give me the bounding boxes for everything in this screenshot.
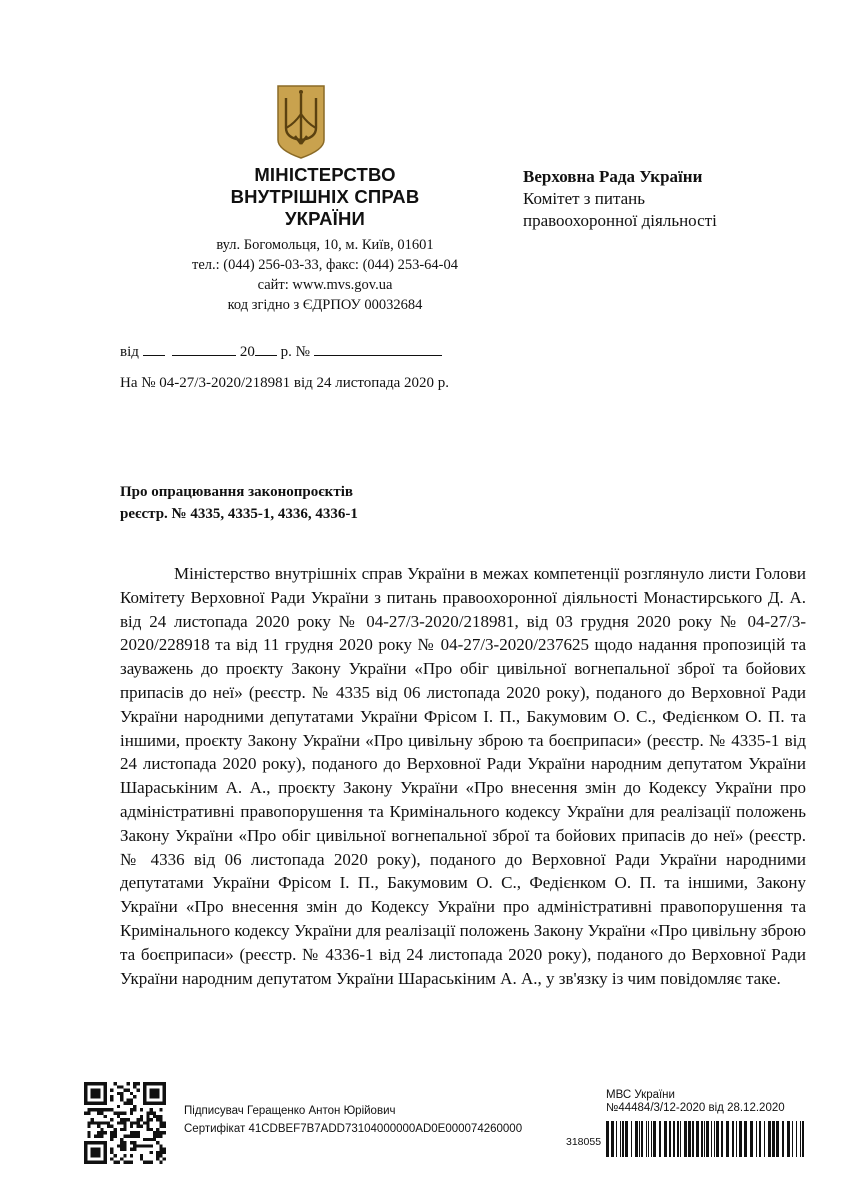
ministry-line-3: УКРАЇНИ xyxy=(284,208,366,229)
qr-code-icon xyxy=(84,1082,166,1164)
addressee-block xyxy=(523,166,717,232)
subject-line-2: реєстр. № 4335, 4335-1, 4336, 4336-1 xyxy=(120,506,358,522)
signer-name: Підписувач Геращенко Антон Юрійович xyxy=(184,1105,396,1117)
year-blank xyxy=(255,341,277,356)
barcode-icon xyxy=(606,1121,806,1157)
ministry-line-2: ВНУТРІШНІХ СПРАВ xyxy=(230,186,420,207)
address: вул. Богомольця, 10, м. Київ, 01601 xyxy=(216,237,434,253)
month-blank xyxy=(172,341,236,356)
trident-icon xyxy=(276,84,326,160)
ministry-line-1: МІНІСТЕРСТВО xyxy=(254,164,396,185)
registration-stamp xyxy=(606,1089,785,1115)
addressee-line-2: Комітет з питань xyxy=(523,189,645,208)
phone: тел.: (044) 256-03-33, факс: (044) 253-64-04 xyxy=(191,257,459,273)
addressee-line-1: Верховна Рада України xyxy=(523,167,703,186)
year-prefix: 20 xyxy=(239,344,255,360)
barcode-number: 318055 xyxy=(566,1136,602,1148)
outgoing-reference xyxy=(120,341,442,361)
ministry-name xyxy=(150,164,500,230)
ministry-contacts xyxy=(150,235,500,315)
registration-number: №44484/3/12-2020 від 28.12.2020 xyxy=(606,1102,785,1114)
body-paragraph: Міністерство внутрішніх справ України в межах компетенції розглянуло листи Голови Комітету Верховної Ради України з питань правоохоронної діяльності Монастирського Д. А. від 24 листопада 2020 року № 04-27/3-2020/218981, від 03 грудня 2020 року № 04-27/3-2020/228918 та від 11 грудня 2020 року № 04-27/3-2020/237625 щодо надання пропозицій та зауважень до проєкту Закону України «Про обіг цивільної вогнепальної зброї та бойових припасів до неї» (реєстр. № 4335 від 06 листопада 2020 року), поданого до Верховної Ради України народними депутатами України Фрісом І. П., Бакумовим О. С., Федієнком О. П. та іншими, проєкту Закону України «Про цивільну зброю та боєприпаси» (реєстр. № 4335-1 від 24 листопада 2020 року), поданого до Верховної Ради України народним депутатом України Шараськіним А. А., проєкту Закону України «Про внесення змін до Кодексу України про адміністративні правопорушення та Кримінального кодексу України для реалізації положень Закону України «Про обіг цивільної вогнепальної зброї та бойових припасів до неї» (реєстр. № 4336 від 06 листопада 2020 року), поданого до Верховної Ради України народними депутатами України Фрісом І. П., Бакумовим О. С., Федієнком О. П. та іншими, Закону України «Про внесення змін до Кодексу України про адміністративні правопорушення та Кримінального кодексу України для реалізації положень Закону України «Про цивільну зброю та боєприпаси» (реєстр. № 4336-1 від 24 листопада 2020 року), поданого до Верховної Ради України народним депутатом України Шараськіним А. А., у зв'язку із чим повідомляє таке. xyxy=(120,564,806,988)
subject xyxy=(120,481,358,525)
year-suffix: р. № xyxy=(280,344,310,360)
subject-line-1: Про опрацювання законопроєктів xyxy=(120,484,353,500)
edrpou-code: код згідно з ЄДРПОУ 00032684 xyxy=(227,297,423,313)
from-label: від xyxy=(120,344,139,360)
addressee-line-3: правоохоронної діяльності xyxy=(523,211,717,230)
number-blank xyxy=(314,341,442,356)
registration-org: МВС України xyxy=(606,1089,675,1101)
certificate-id: Сертифікат 41CDBEF7B7ADD73104000000AD0E000074260000 xyxy=(184,1123,523,1135)
day-blank xyxy=(143,341,165,356)
incoming-reference: На № 04-27/3-2020/218981 від 24 листопада 2020 р. xyxy=(120,375,450,391)
website: сайт: www.mvs.gov.ua xyxy=(257,277,393,293)
signature-info xyxy=(184,1102,522,1138)
